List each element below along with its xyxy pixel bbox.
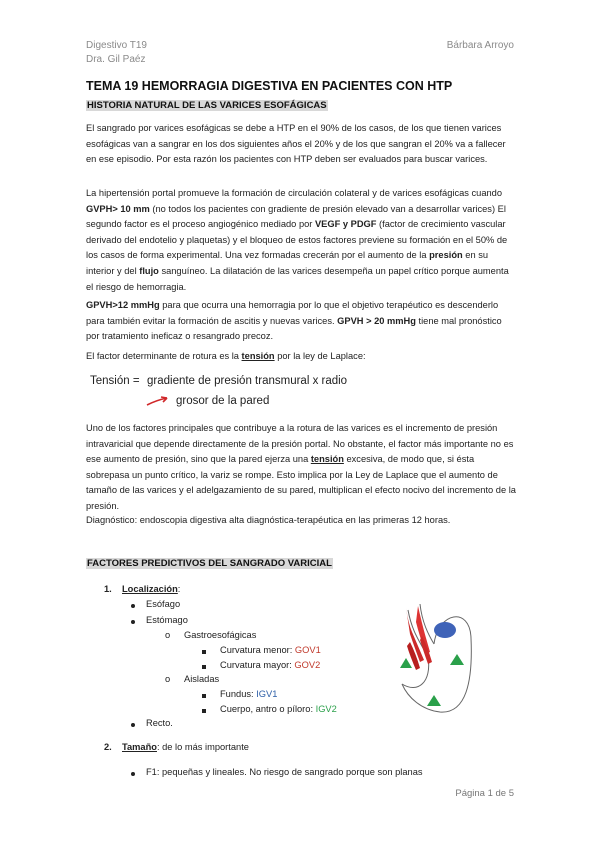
list-item-f1: F1: pequeñas y lineales. No riesgo de sangrado porque son planas <box>146 767 423 777</box>
page-number: Página 1 de 5 <box>455 788 514 799</box>
stomach-varices-diagram <box>398 602 476 720</box>
bullet-icon <box>131 723 135 727</box>
paragraph-tension: El factor determinante de rotura es la tensión por la ley de Laplace: <box>86 351 366 361</box>
sublist-marker: o <box>165 674 171 684</box>
formula-numerator: gradiente de presión transmural x radio <box>147 375 348 387</box>
paragraph-sangrado: El sangrado por varices esofágicas se debe a HTP en el 90% de los casos, de los que tienen varices esofágicas van a sangrar en los dos siguientes años el 20% y de los que sangran el 20% va a fallecer en ese episodio. Por esta razón los pacientes con HTP deben ser evaluados para buscar varices. <box>86 123 506 165</box>
sublist-marker: o <box>165 630 171 640</box>
bullet-icon <box>131 620 135 624</box>
list-item-aisladas: Aisladas <box>184 674 220 684</box>
section-heading-factores: FACTORES PREDICTIVOS DEL SANGRADO VARICIAL <box>87 558 332 569</box>
bullet-square-icon <box>202 694 206 698</box>
header-course: Digestivo T19 <box>86 40 147 51</box>
page-title: TEMA 19 HEMORRAGIA DIGESTIVA EN PACIENTES CON HTP <box>86 79 453 93</box>
bullet-icon <box>131 604 135 608</box>
list-item-curvatura-menor: Curvatura menor: GOV1 <box>220 645 321 655</box>
bullet-square-icon <box>202 709 206 713</box>
list-item-estomago: Estómago <box>146 615 188 625</box>
header-professor: Dra. Gil Paéz <box>86 54 146 65</box>
paragraph-hipertension: La hipertensión portal promueve la formación de circulación colateral y de varices esofágicas cuando GVPH> 10 mm (no todos los pacientes con gradiente de presión elevado van a desarrollar varices) El segundo factor es el proceso angiogénico mediado por VEGF y PDGF (factor de crecimiento vascular derivado del endotelio y plaquetas) y el bloqueo de estos factores previene su formación en el 50% de los casos de forma experimental. Una vez formadas crecerán por el aumento de la presión en su interior y del flujo sanguíneo. La dilatación de las varices desempeña un papel crítico porque aumenta el riesgo de hemorragia. <box>86 188 509 292</box>
header-author: Bárbara Arroyo <box>446 40 514 51</box>
list-item-localizacion: Localización: <box>122 584 181 594</box>
list-item-cuerpo: Cuerpo, antro o píloro: IGV2 <box>220 704 337 714</box>
list-item-esofago: Esófago <box>146 599 181 609</box>
list-number-1: 1. <box>104 584 112 594</box>
list-item-tamano: Tamaño: de lo más importante <box>122 742 249 752</box>
formula-denominator: grosor de la pared <box>176 395 270 407</box>
list-number-2: 2. <box>104 742 112 752</box>
red-arrow-icon <box>145 394 175 408</box>
paragraph-diagnostico: Diagnóstico: endoscopia digestiva alta diagnóstica-terapéutica en las primeras 12 horas. <box>86 515 451 525</box>
formula-label: Tensión = <box>90 375 140 387</box>
bullet-icon <box>131 772 135 776</box>
paragraph-rotura: Uno de los factores principales que contribuye a la rotura de las varices es el incremento de presión intravaricial que depende directamente de la presión portal. No obstante, el factor más importante no es ese aumento de presión, sino que la pared ejerza una tensión excesiva, de modo que, si ésta sobrepasa un punto crítico, la variz se rompe. Esto implica por la Ley de Laplace que el aumento de tamaño de las varices y el adelgazamiento de su pared, multiplican el efecto nocivo del incremento de la presión. <box>86 423 516 511</box>
section-heading-historia: HISTORIA NATURAL DE LAS VARICES ESOFÁGICAS <box>87 100 327 111</box>
list-item-curvatura-mayor: Curvatura mayor: GOV2 <box>220 660 321 670</box>
list-item-recto: Recto. <box>146 718 173 728</box>
list-item-fundus: Fundus: IGV1 <box>220 689 278 699</box>
bullet-square-icon <box>202 650 206 654</box>
list-item-gastroesofagicas: Gastroesofágicas <box>184 630 257 640</box>
bullet-square-icon <box>202 665 206 669</box>
paragraph-gpvh: GPVH>12 mmHg para que ocurra una hemorragia por lo que el objetivo terapéutico es descenderlo para también evitar la formación de ascitis y nuevas varices. GPVH > 20 mmHg tiene mal pronóstico por tratamiento ineficaz o resangrado precoz. <box>86 300 502 342</box>
